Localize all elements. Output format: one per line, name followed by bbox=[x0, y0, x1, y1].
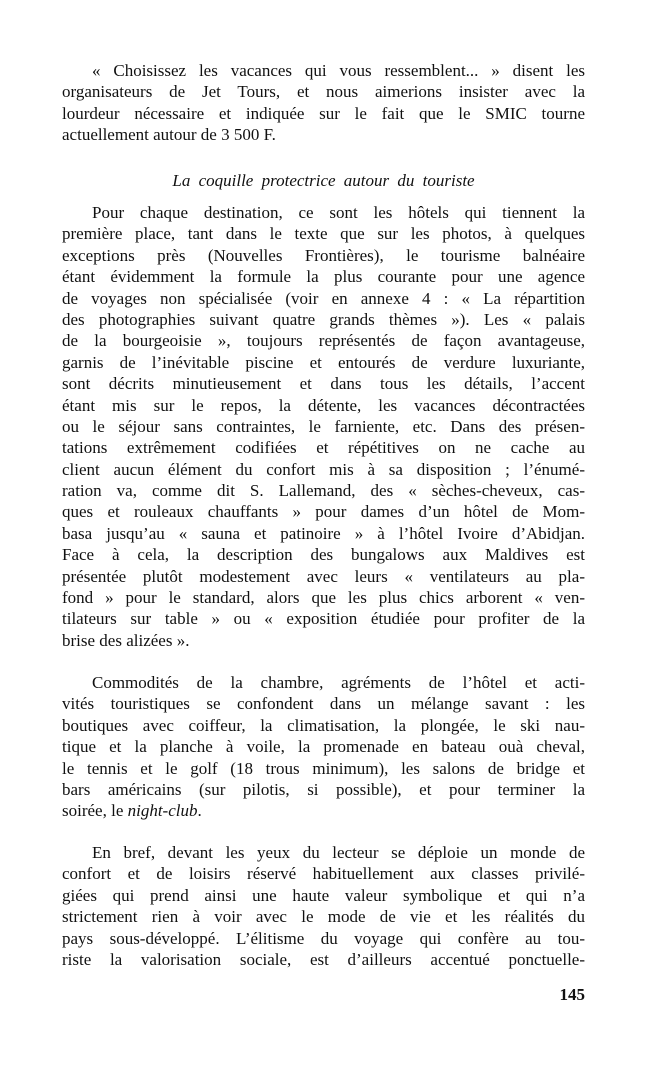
text-line: brise des alizées ». bbox=[62, 630, 190, 650]
text-line: client aucun élément du confort mis à sa disposition ; l’énumé- bbox=[62, 459, 585, 479]
text-line: giées qui prend ainsi une haute valeur symbolique et qui n’a bbox=[62, 885, 585, 905]
text-fragment: soirée, le bbox=[62, 801, 128, 821]
text-line: En bref, devant les yeux du lecteur se déploie un monde de bbox=[92, 843, 585, 862]
text-line: ration va, comme dit S. Lallemand, des « sèches-cheveux, cas- bbox=[62, 481, 585, 501]
text-line: organisateurs de Jet Tours, et nous aimerions insister avec la bbox=[62, 82, 585, 102]
paragraph-intro bbox=[62, 60, 585, 146]
text-line bbox=[62, 800, 585, 821]
text-line: le tennis et le golf (18 trous minimum), les salons de bridge et bbox=[62, 758, 585, 778]
text-line: tations extrêmement codifiées et répétitives on ne cache au bbox=[62, 438, 585, 458]
paragraph-hotels bbox=[62, 202, 585, 651]
text-line: actuellement autour de 3 500 F. bbox=[62, 125, 276, 145]
text-line: Pour chaque destination, ce sont les hôtels qui tiennent la bbox=[92, 203, 585, 222]
text-line: étant mis sur le repos, la détente, les vacances décontractées bbox=[62, 395, 585, 415]
text-line: tilateurs sur table » ou « exposition étudiée pour profiter de la bbox=[62, 609, 585, 629]
text-line: ou le séjour sans contraintes, le farniente, etc. Dans des présen- bbox=[62, 416, 585, 436]
text-line: pays sous-développé. L’élitisme du voyage qui confère au tou- bbox=[62, 928, 585, 948]
section-heading: La coquille protectrice autour du touriste bbox=[172, 171, 475, 190]
text-line: de voyages non spécialisée (voir en annexe 4 : « La répartition bbox=[62, 288, 585, 308]
text-line: de la bourgeoisie », toujours représentés de façon avantageuse, bbox=[62, 331, 585, 351]
text-fragment: . bbox=[197, 801, 202, 821]
text-line: vités touristiques se confondent dans un mélange savant : les bbox=[62, 694, 585, 714]
text-line: des photographies suivant quatre grands thèmes »). Les « palais bbox=[62, 309, 585, 329]
text-line: fond » pour le standard, alors que les plus chics arborent « ven- bbox=[62, 588, 585, 608]
text-line: exceptions près (Nouvelles Frontières), le tourisme balnéaire bbox=[62, 245, 585, 265]
text-line: lourdeur nécessaire et indiquée sur le fait que le SMIC tourne bbox=[62, 103, 585, 123]
text-line: étant évidemment la formule la plus courante pour une agence bbox=[62, 267, 585, 287]
text-line: présentée plutôt modestement avec leurs « ventilateurs au pla- bbox=[62, 566, 585, 586]
paragraph-en-bref bbox=[62, 842, 585, 970]
page-number: 145 bbox=[559, 985, 585, 1004]
text-line: première place, tant dans le texte que sur les photos, à quelques bbox=[62, 224, 585, 244]
text-line: Commodités de la chambre, agréments de l’hôtel et acti- bbox=[92, 673, 585, 692]
text-line: ques et rouleaux chauffants » pour dames d’un hôtel de Mom- bbox=[62, 502, 585, 522]
text-line: bars américains (sur pilotis, si possible), et pour terminer la bbox=[62, 779, 585, 799]
paragraph-commodites bbox=[62, 672, 585, 822]
italic-term: night-club bbox=[127, 801, 198, 821]
text-line: boutiques avec coiffeur, la climatisation, la plongée, le ski nau- bbox=[62, 715, 585, 735]
text-line: basa jusqu’au « sauna et patinoire » à l’hôtel Ivoire d’Abidjan. bbox=[62, 523, 585, 543]
text-line: tique et la planche à voile, la promenade en bateau ouà cheval, bbox=[62, 737, 585, 757]
text-line: confort et de loisirs réservé habituellement aux classes privilé- bbox=[62, 864, 585, 884]
text-line: riste la valorisation sociale, est d’ailleurs accentué ponctuelle- bbox=[62, 949, 585, 969]
text-line: « Choisissez les vacances qui vous ressemblent... » disent les bbox=[92, 61, 585, 80]
text-line: garnis de l’inévitable piscine et entourés de verdure luxuriante, bbox=[62, 352, 585, 372]
text-line: Face à cela, la description des bungalows aux Maldives est bbox=[62, 545, 585, 565]
text-line: sont décrits minutieusement et dans tous les détails, l’accent bbox=[62, 374, 585, 394]
text-line: strictement rien à voir avec le mode de vie et les réalités du bbox=[62, 907, 585, 927]
